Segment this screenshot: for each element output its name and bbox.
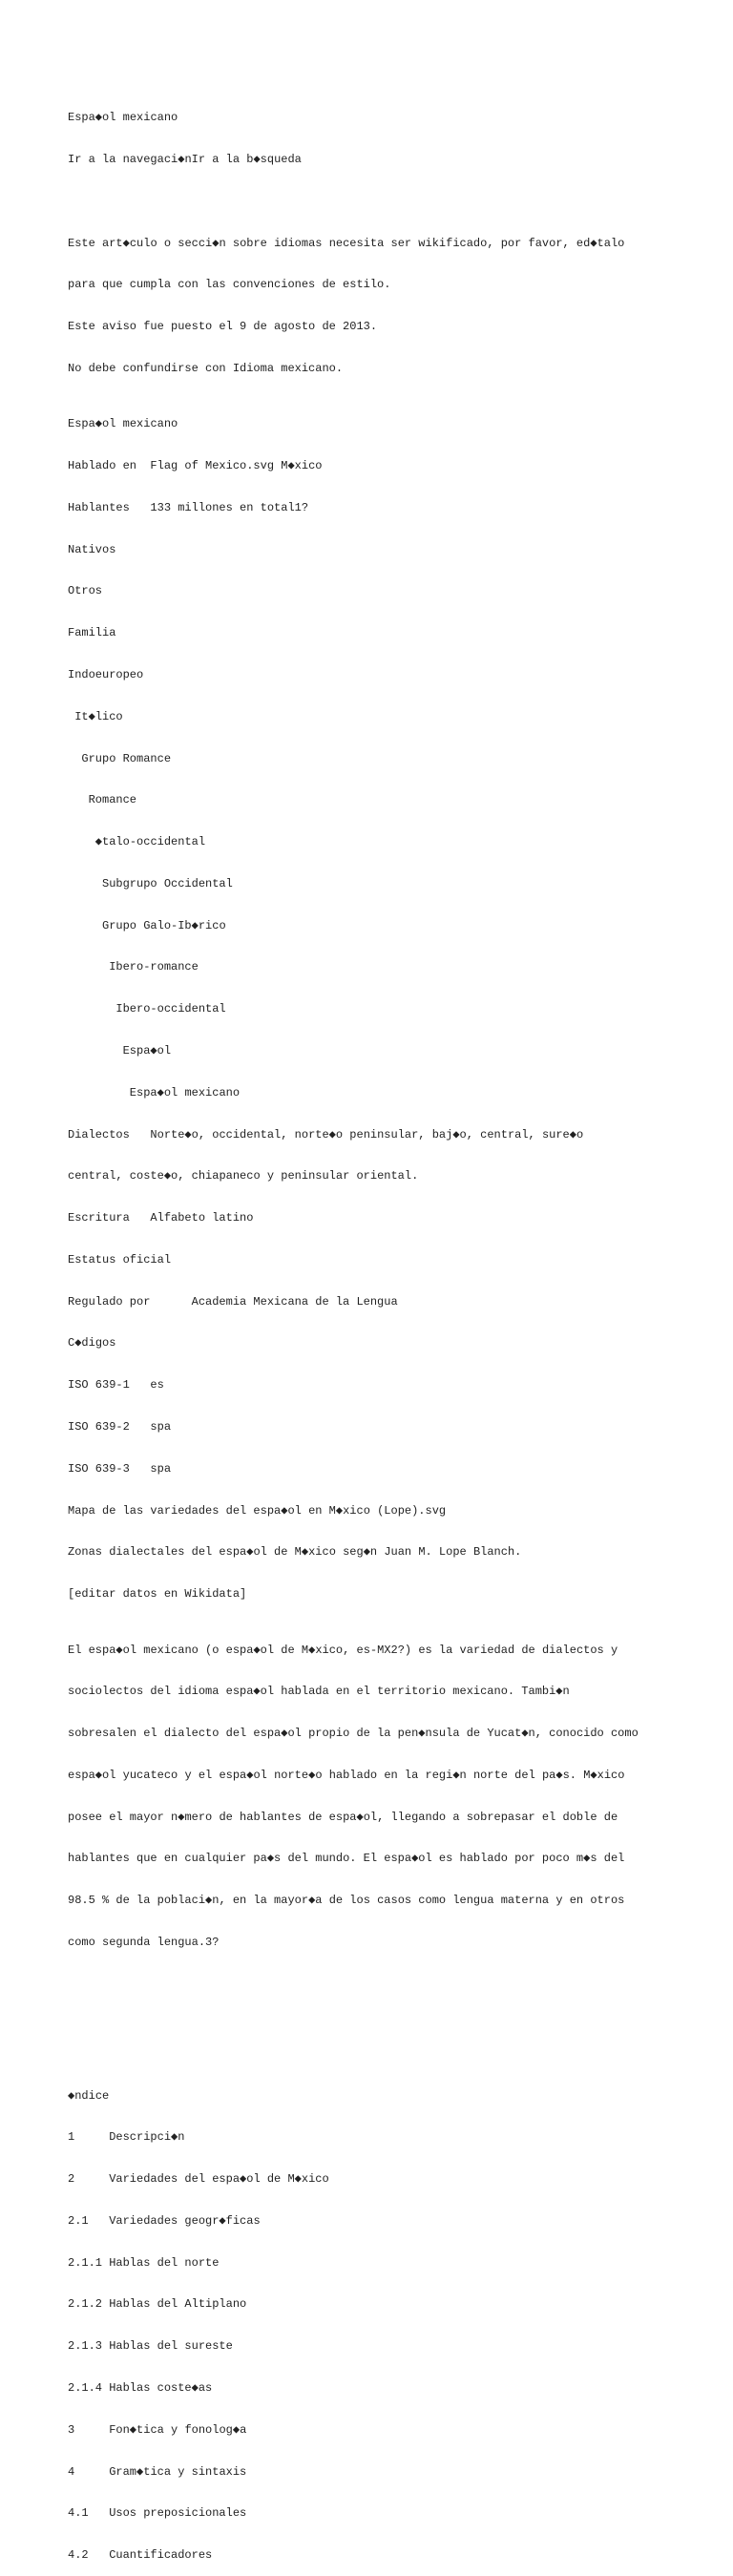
toc-item[interactable]: 1 Descripci◆n xyxy=(68,2130,185,2145)
intro-paragraph-line: como segunda lengua.3? xyxy=(68,1935,220,1949)
toc-item[interactable]: 3 Fon◆tica y fonolog◆a xyxy=(68,2422,247,2437)
infobox-dialects: central, coste◆o, chiapaneco y peninsular oriental. xyxy=(68,1169,419,1183)
notice-line: Este aviso fue puesto el 9 de agosto de 2013. xyxy=(68,320,378,334)
infobox-dialects: Dialectos Norte◆o, occidental, norte◆o peninsular, baj◆o, central, sure◆o xyxy=(68,1127,584,1141)
intro-paragraph-line: espa◆ol yucateco y el espa◆ol norte◆o hablado en la regi◆n norte del pa◆s. M◆xico xyxy=(68,1768,625,1782)
infobox-codes-label: C◆digos xyxy=(68,1336,116,1351)
toc-item[interactable]: 2.1.4 Hablas coste◆as xyxy=(68,2380,213,2395)
infobox-status: Estatus oficial xyxy=(68,1252,172,1267)
notice-line: para que cumpla con las convenciones de estilo. xyxy=(68,278,391,292)
infobox-speakers: Hablantes 133 millones en total1? xyxy=(68,500,309,514)
navigation-links[interactable]: Ir a la navegaci◆nIr a la b◆squeda xyxy=(68,152,302,166)
spacer xyxy=(68,195,726,209)
page-title: Espa◆ol mexicano xyxy=(68,111,178,125)
toc-title: ◆ndice xyxy=(68,2088,110,2103)
intro-paragraph-line: posee el mayor n◆mero de hablantes de espa◆ol, llegando a sobrepasar el doble de xyxy=(68,1810,618,1824)
family-tree-item[interactable]: Subgrupo Occidental xyxy=(68,876,233,890)
toc-item[interactable]: 2 Variedades del espa◆ol de M◆xico xyxy=(68,2172,329,2187)
toc-item[interactable]: 4.2 Cuantificadores xyxy=(68,2548,213,2563)
iso-code-row: ISO 639-1 es xyxy=(68,1378,164,1393)
infobox-title: Espa◆ol mexicano xyxy=(68,417,178,431)
intro-paragraph-line: hablantes que en cualquier pa◆s del mundo. El espa◆ol es hablado por poco m◆s del xyxy=(68,1852,625,1866)
family-tree-item[interactable]: Grupo Romance xyxy=(68,751,172,765)
iso-code-row: ISO 639-2 spa xyxy=(68,1420,172,1434)
infobox-regulated: Regulado por Academia Mexicana de la Lengua xyxy=(68,1294,398,1309)
intro-paragraph-line: 98.5 % de la poblaci◆n, en la mayor◆a de los casos como lengua materna y en otros xyxy=(68,1894,625,1908)
family-tree-item[interactable]: Indoeuropeo xyxy=(68,667,144,681)
toc-item[interactable]: 2.1.1 Hablas del norte xyxy=(68,2255,220,2270)
infobox-family-label: Familia xyxy=(68,626,116,640)
disambiguation-note[interactable]: No debe confundirse con Idioma mexicano. xyxy=(68,361,344,375)
infobox-spoken-in: Hablado en Flag of Mexico.svg M◆xico xyxy=(68,459,323,473)
family-tree-item: Espa◆ol mexicano xyxy=(68,1085,241,1100)
family-tree-item[interactable]: Grupo Galo-Ib◆rico xyxy=(68,918,226,932)
map-caption: Zonas dialectales del espa◆ol de M◆xico seg◆n Juan M. Lope Blanch. xyxy=(68,1545,522,1560)
infobox-writing: Escritura Alfabeto latino xyxy=(68,1211,254,1225)
family-tree-item[interactable]: Ibero-romance xyxy=(68,960,199,974)
toc-item[interactable]: 2.1.3 Hablas del sureste xyxy=(68,2339,233,2354)
family-tree-item[interactable]: Espa◆ol xyxy=(68,1043,172,1058)
family-tree-item[interactable]: ◆talo-occidental xyxy=(68,835,206,849)
intro-paragraph-line: El espa◆ol mexicano (o espa◆ol de M◆xico, es-MX2?) es la variedad de dialectos y xyxy=(68,1643,618,1657)
intro-paragraph-line: sociolectos del idioma espa◆ol hablada en el territorio mexicano. Tambi◆n xyxy=(68,1685,570,1699)
iso-code-row: ISO 639-3 spa xyxy=(68,1461,172,1476)
toc-item[interactable]: 2.1.2 Hablas del Altiplano xyxy=(68,2297,247,2312)
notice-line: Este art◆culo o secci◆n sobre idiomas necesita ser wikificado, por favor, ed◆talo xyxy=(68,236,625,250)
intro-paragraph-line: sobresalen el dialecto del espa◆ol propio de la pen◆nsula de Yucat◆n, conocido como xyxy=(68,1727,639,1741)
spacer xyxy=(68,1991,726,2005)
edit-wikidata-link[interactable]: [editar datos en Wikidata] xyxy=(68,1587,247,1602)
toc-item[interactable]: 4.1 Usos preposicionales xyxy=(68,2506,247,2521)
infobox-others: Otros xyxy=(68,584,103,598)
family-tree-item[interactable]: It◆lico xyxy=(68,709,123,723)
family-tree-item[interactable]: Ibero-occidental xyxy=(68,1002,226,1016)
infobox-natives: Nativos xyxy=(68,542,116,556)
map-file-link[interactable]: Mapa de las variedades del espa◆ol en M◆xico (Lope).svg xyxy=(68,1503,447,1518)
toc-item[interactable]: 2.1 Variedades geogr◆ficas xyxy=(68,2213,261,2228)
family-tree-item[interactable]: Romance xyxy=(68,793,137,807)
spacer xyxy=(68,2033,726,2047)
article-text xyxy=(68,83,726,2576)
toc-item[interactable]: 4 Gram◆tica y sintaxis xyxy=(68,2464,247,2479)
